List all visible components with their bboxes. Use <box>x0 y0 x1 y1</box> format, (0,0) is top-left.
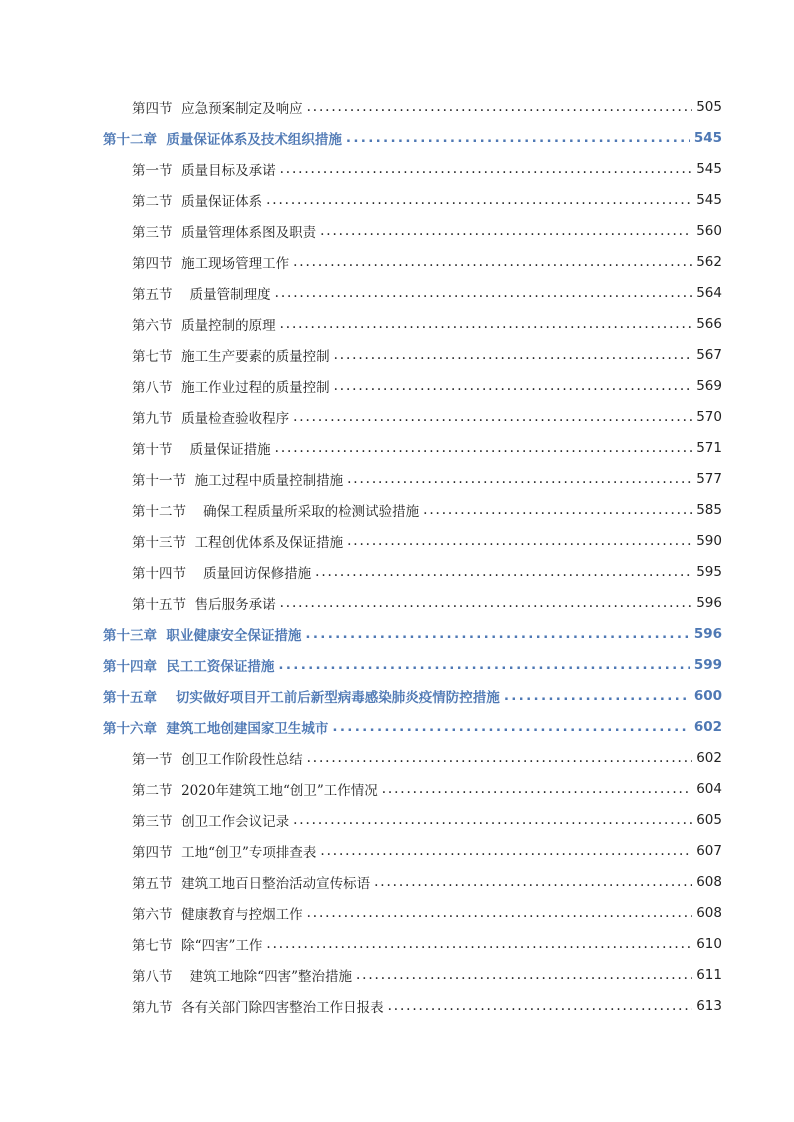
toc-entry-title: 第五节 质量管制理度 <box>132 286 271 303</box>
toc-section-entry[interactable] <box>0 773 722 804</box>
toc-section-entry[interactable] <box>0 835 722 866</box>
toc-dot-leader <box>280 316 693 332</box>
toc-entry-title: 第三节 创卫工作会议记录 <box>132 813 290 830</box>
toc-entry-title: 第五节 建筑工地百日整治活动宣传标语 <box>132 875 371 892</box>
toc-section-entry[interactable] <box>0 494 722 525</box>
toc-page-number: 596 <box>696 594 722 611</box>
toc-dot-leader <box>293 409 692 425</box>
toc-dot-leader <box>307 750 693 766</box>
toc-section-entry[interactable] <box>0 742 722 773</box>
toc-entry-title: 第十五章 切实做好项目开工前后新型病毒感染肺炎疫情防控措施 <box>103 689 500 706</box>
toc-page-number: 560 <box>696 222 722 239</box>
toc-entry-title: 第四节 施工现场管理工作 <box>132 255 290 272</box>
toc-section-entry[interactable] <box>0 866 722 897</box>
toc-dot-leader <box>320 843 692 859</box>
toc-page-number: 585 <box>696 501 722 518</box>
toc-section-entry[interactable] <box>0 959 722 990</box>
toc-entry-title: 第十三章 职业健康安全保证措施 <box>103 627 302 644</box>
toc-dot-leader <box>334 378 693 394</box>
toc-page-number: 602 <box>696 749 722 766</box>
toc-page-number: 577 <box>696 470 722 487</box>
toc-page-number: 564 <box>696 284 722 301</box>
toc-section-entry[interactable] <box>0 308 722 339</box>
toc-chapter-entry[interactable] <box>0 680 722 711</box>
toc-page-number: 595 <box>696 563 722 580</box>
toc-page-number: 571 <box>696 439 722 456</box>
toc-page-number: 599 <box>693 656 722 673</box>
toc-dot-leader <box>266 936 692 952</box>
toc-section-entry[interactable] <box>0 215 722 246</box>
toc-dot-leader <box>307 905 693 921</box>
toc-entry-title: 第八节 建筑工地除“四害”整治措施 <box>132 968 352 985</box>
toc-page-number: 545 <box>696 191 722 208</box>
table-of-contents <box>0 91 794 1021</box>
toc-dot-leader <box>275 440 693 456</box>
toc-dot-leader <box>293 812 692 828</box>
toc-dot-leader <box>320 223 692 239</box>
toc-section-entry[interactable] <box>0 556 722 587</box>
toc-section-entry[interactable] <box>0 525 722 556</box>
toc-section-entry[interactable] <box>0 184 722 215</box>
toc-section-entry[interactable] <box>0 897 722 928</box>
toc-entry-title: 第二节 2020年建筑工地“创卫”工作情况 <box>132 782 378 799</box>
toc-dot-leader <box>315 564 692 580</box>
toc-entry-title: 第二节 质量保证体系 <box>132 193 263 210</box>
toc-dot-leader <box>305 626 689 642</box>
toc-chapter-entry[interactable] <box>0 618 722 649</box>
toc-entry-title: 第十三节 工程创优体系及保证措施 <box>132 534 344 551</box>
toc-page-number: 596 <box>693 625 722 642</box>
toc-dot-leader <box>307 99 693 115</box>
toc-chapter-entry[interactable] <box>0 122 722 153</box>
toc-entry-title: 第九节 各有关部门除四害整治工作日报表 <box>132 999 384 1016</box>
toc-dot-leader <box>347 471 692 487</box>
toc-section-entry[interactable] <box>0 928 722 959</box>
toc-section-entry[interactable] <box>0 401 722 432</box>
toc-page-number: 567 <box>696 346 722 363</box>
toc-page-number: 607 <box>696 842 722 859</box>
toc-entry-title: 第七节 除“四害”工作 <box>132 937 263 954</box>
toc-section-entry[interactable] <box>0 370 722 401</box>
toc-dot-leader <box>346 130 690 146</box>
toc-entry-title: 第九节 质量检查验收程序 <box>132 410 290 427</box>
toc-section-entry[interactable] <box>0 277 722 308</box>
toc-page-number: 569 <box>696 377 722 394</box>
toc-entry-title: 第三节 质量管理体系图及职责 <box>132 224 317 241</box>
toc-dot-leader <box>280 595 693 611</box>
toc-entry-title: 第十四节 质量回访保修措施 <box>132 565 312 582</box>
toc-dot-leader <box>347 533 692 549</box>
toc-entry-title: 第十一节 施工过程中质量控制措施 <box>132 472 344 489</box>
toc-page-number: 613 <box>696 997 722 1014</box>
toc-page-number: 566 <box>696 315 722 332</box>
toc-section-entry[interactable] <box>0 804 722 835</box>
toc-entry-title: 第六节 健康教育与控烟工作 <box>132 906 303 923</box>
toc-dot-leader <box>423 502 692 518</box>
toc-page-number: 608 <box>696 873 722 890</box>
toc-chapter-entry[interactable] <box>0 649 722 680</box>
toc-dot-leader <box>388 998 693 1014</box>
toc-entry-title: 第六节 质量控制的原理 <box>132 317 276 334</box>
toc-dot-leader <box>356 967 692 983</box>
toc-chapter-entry[interactable] <box>0 711 722 742</box>
toc-page-number: 600 <box>693 687 722 704</box>
toc-section-entry[interactable] <box>0 463 722 494</box>
toc-page-number: 545 <box>693 129 722 146</box>
toc-dot-leader <box>278 657 689 673</box>
toc-dot-leader <box>293 254 692 270</box>
toc-entry-title: 第十二节 确保工程质量所采取的检测试验措施 <box>132 503 420 520</box>
toc-entry-title: 第十节 质量保证措施 <box>132 441 271 458</box>
toc-page-number: 610 <box>696 935 722 952</box>
toc-section-entry[interactable] <box>0 246 722 277</box>
toc-dot-leader <box>332 719 689 735</box>
toc-section-entry[interactable] <box>0 587 722 618</box>
toc-page-number: 562 <box>696 253 722 270</box>
toc-entry-title: 第十六章 建筑工地创建国家卫生城市 <box>103 720 329 737</box>
toc-entry-title: 第十二章 质量保证体系及技术组织措施 <box>103 131 342 148</box>
toc-page-number: 505 <box>696 98 722 115</box>
toc-dot-leader <box>382 781 692 797</box>
toc-entry-title: 第七节 施工生产要素的质量控制 <box>132 348 330 365</box>
toc-section-entry[interactable] <box>0 339 722 370</box>
toc-page-number: 602 <box>693 718 722 735</box>
toc-section-entry[interactable] <box>0 91 722 122</box>
toc-dot-leader <box>374 874 692 890</box>
toc-section-entry[interactable] <box>0 153 722 184</box>
toc-entry-title: 第一节 创卫工作阶段性总结 <box>132 751 303 768</box>
toc-dot-leader <box>275 285 693 301</box>
toc-entry-title: 第四节 工地“创卫”专项排查表 <box>132 844 317 861</box>
toc-page-number: 545 <box>696 160 722 177</box>
toc-dot-leader <box>280 161 693 177</box>
toc-page-number: 608 <box>696 904 722 921</box>
toc-page-number: 604 <box>696 780 722 797</box>
toc-entry-title: 第八节 施工作业过程的质量控制 <box>132 379 330 396</box>
toc-page-number: 590 <box>696 532 722 549</box>
toc-entry-title: 第十四章 民工工资保证措施 <box>103 658 275 675</box>
toc-dot-leader <box>334 347 693 363</box>
toc-section-entry[interactable] <box>0 990 722 1021</box>
toc-entry-title: 第四节 应急预案制定及响应 <box>132 100 303 117</box>
toc-entry-title: 第十五节 售后服务承诺 <box>132 596 276 613</box>
toc-entry-title: 第一节 质量目标及承诺 <box>132 162 276 179</box>
toc-dot-leader <box>266 192 692 208</box>
toc-section-entry[interactable] <box>0 432 722 463</box>
toc-page-number: 605 <box>696 811 722 828</box>
toc-dot-leader <box>504 688 690 704</box>
toc-page-number: 570 <box>696 408 722 425</box>
toc-page-number: 611 <box>696 966 722 983</box>
